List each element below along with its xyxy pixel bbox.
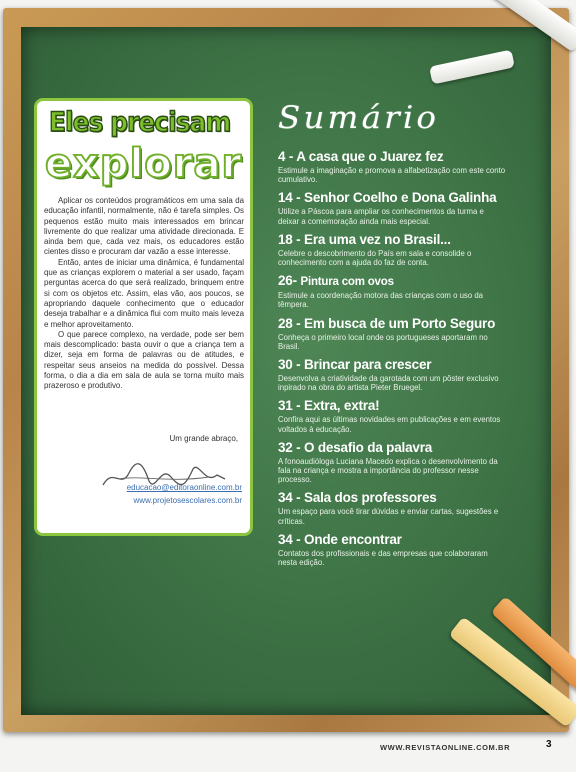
toc-entry-desc: Estimule a coordenação motora das crianças com o uso da têmpera.	[278, 291, 483, 310]
toc-entry-desc: Desenvolva a criatividade da garotada com um pôster exclusivo inpirado na obra do artista Pieter Bruegel.	[278, 374, 499, 393]
toc-entry[interactable]	[278, 441, 506, 485]
toc-heading: Sumário	[278, 100, 440, 136]
editorial-body	[44, 196, 244, 392]
toc-entry-title-text: Pintura com ovos	[300, 276, 394, 289]
editorial-paragraph: Então, antes de iniciar uma dinâmica, é fundamental que as crianças explorem o material a ser usado, façam perguntas acerca do que será realizado, brinquem entre si com os objetos etc. Assim, elas vão, aos poucos, se apropriando daquele conhecimento que o educador deseja trabalhar e a dinâmica flui com muito mais leveza e melhor aproveitamento.	[44, 257, 244, 329]
toc-entry-title: 18 - Era uma vez no Brasil...	[278, 231, 451, 247]
toc-entry[interactable]	[278, 317, 506, 351]
editorial-title-line1: Eles precisam	[49, 107, 231, 138]
editorial-email-link[interactable]: educacao@editoraonline.com.br	[126, 483, 242, 492]
toc-entry[interactable]	[278, 358, 506, 392]
editorial-paragraph: Aplicar os conteúdos programáticos em uma sala da educação infantil, normalmente, não é tarefa simples. Os pequenos estão muito mais interessados em brincar livremente do que realizar uma atividade direcionada. E ainda bem que, cada vez mais, os educadores estão cientes disso e procuram dar vazão a esse interesse.	[44, 196, 244, 257]
toc-entry[interactable]	[278, 191, 506, 225]
toc-entry-desc: Estimule a imaginação e promova a alfabetização com este conto cumulativo.	[278, 166, 506, 185]
toc-entry-title: 32 - O desafio da palavra	[278, 439, 433, 455]
editorial-website-link[interactable]: www.projetosescolares.com.br	[133, 496, 242, 505]
toc-entry-title: 30 - Brincar para crescer	[278, 357, 432, 373]
toc-entry-desc: Celebre o descobrimento do País em sala e consolide o conhecimento com a ajuda do faz de conta.	[278, 248, 472, 268]
toc-entry-title: 28 - Em busca de um Porto Seguro	[278, 315, 496, 331]
toc-entry[interactable]	[278, 491, 506, 525]
toc-entry-desc: Um espaço para você tirar dúvidas e enviar cartas, sugestões e críticas.	[278, 507, 499, 526]
toc-entry-desc: Contatos dos profissionais e das empresas que colaboraram nesta edição.	[278, 548, 488, 568]
toc-entry-title: 31 - Extra, extra!	[278, 398, 380, 414]
toc-entry-desc: A fonoaudióloga Luciana Macedo explica o desenvolvimento da fala na criança e mostra a importância do professor nesse processo.	[278, 456, 498, 485]
editorial-signoff: Um grande abraço,	[169, 434, 238, 443]
toc-entry-title: 4 - A casa que o Juarez fez	[278, 149, 444, 164]
editorial-title-line2: explorar	[45, 141, 243, 187]
toc-entry[interactable]	[278, 533, 506, 567]
table-of-contents	[278, 150, 506, 574]
toc-entry-desc: Confira aqui as últimas novidades em publicações e em eventos voltados à educação.	[278, 415, 501, 434]
toc-entry-desc: Conheça o primeiro local onde os portugueses aportaram no Brasil.	[278, 332, 488, 351]
editorial-card	[34, 98, 253, 536]
footer-website[interactable]: WWW.REVISTAONLINE.COM.BR	[380, 743, 511, 752]
toc-entry-title: 34 - Sala dos professores	[278, 490, 437, 506]
toc-entry-desc: Utilize a Páscoa para ampliar os conhecimentos da turma e deixar a comemoração ainda mais especial.	[278, 207, 484, 226]
toc-entry[interactable]	[278, 150, 506, 184]
toc-entry-title: 34 - Onde encontrar	[278, 531, 402, 547]
toc-entry[interactable]	[278, 399, 506, 433]
toc-entry-title: 14 - Senhor Coelho e Dona Galinha	[278, 190, 497, 206]
toc-entry[interactable]	[278, 233, 506, 267]
toc-entry[interactable]	[278, 274, 506, 309]
editorial-paragraph: O que parece complexo, na verdade, pode ser bem mais descomplicado: basta ouvir o que a criança tem a dizer, seja em forma de palavras ou de atitudes, e respeitar seus anseios na medida do possível. Dessa forma, o dia a dia em sala de aula se torna muito mais prazeroso e produtivo.	[44, 329, 244, 391]
toc-entry-title	[278, 274, 506, 289]
toc-entry-number: 26-	[278, 273, 297, 289]
page-number: 3	[546, 739, 552, 750]
